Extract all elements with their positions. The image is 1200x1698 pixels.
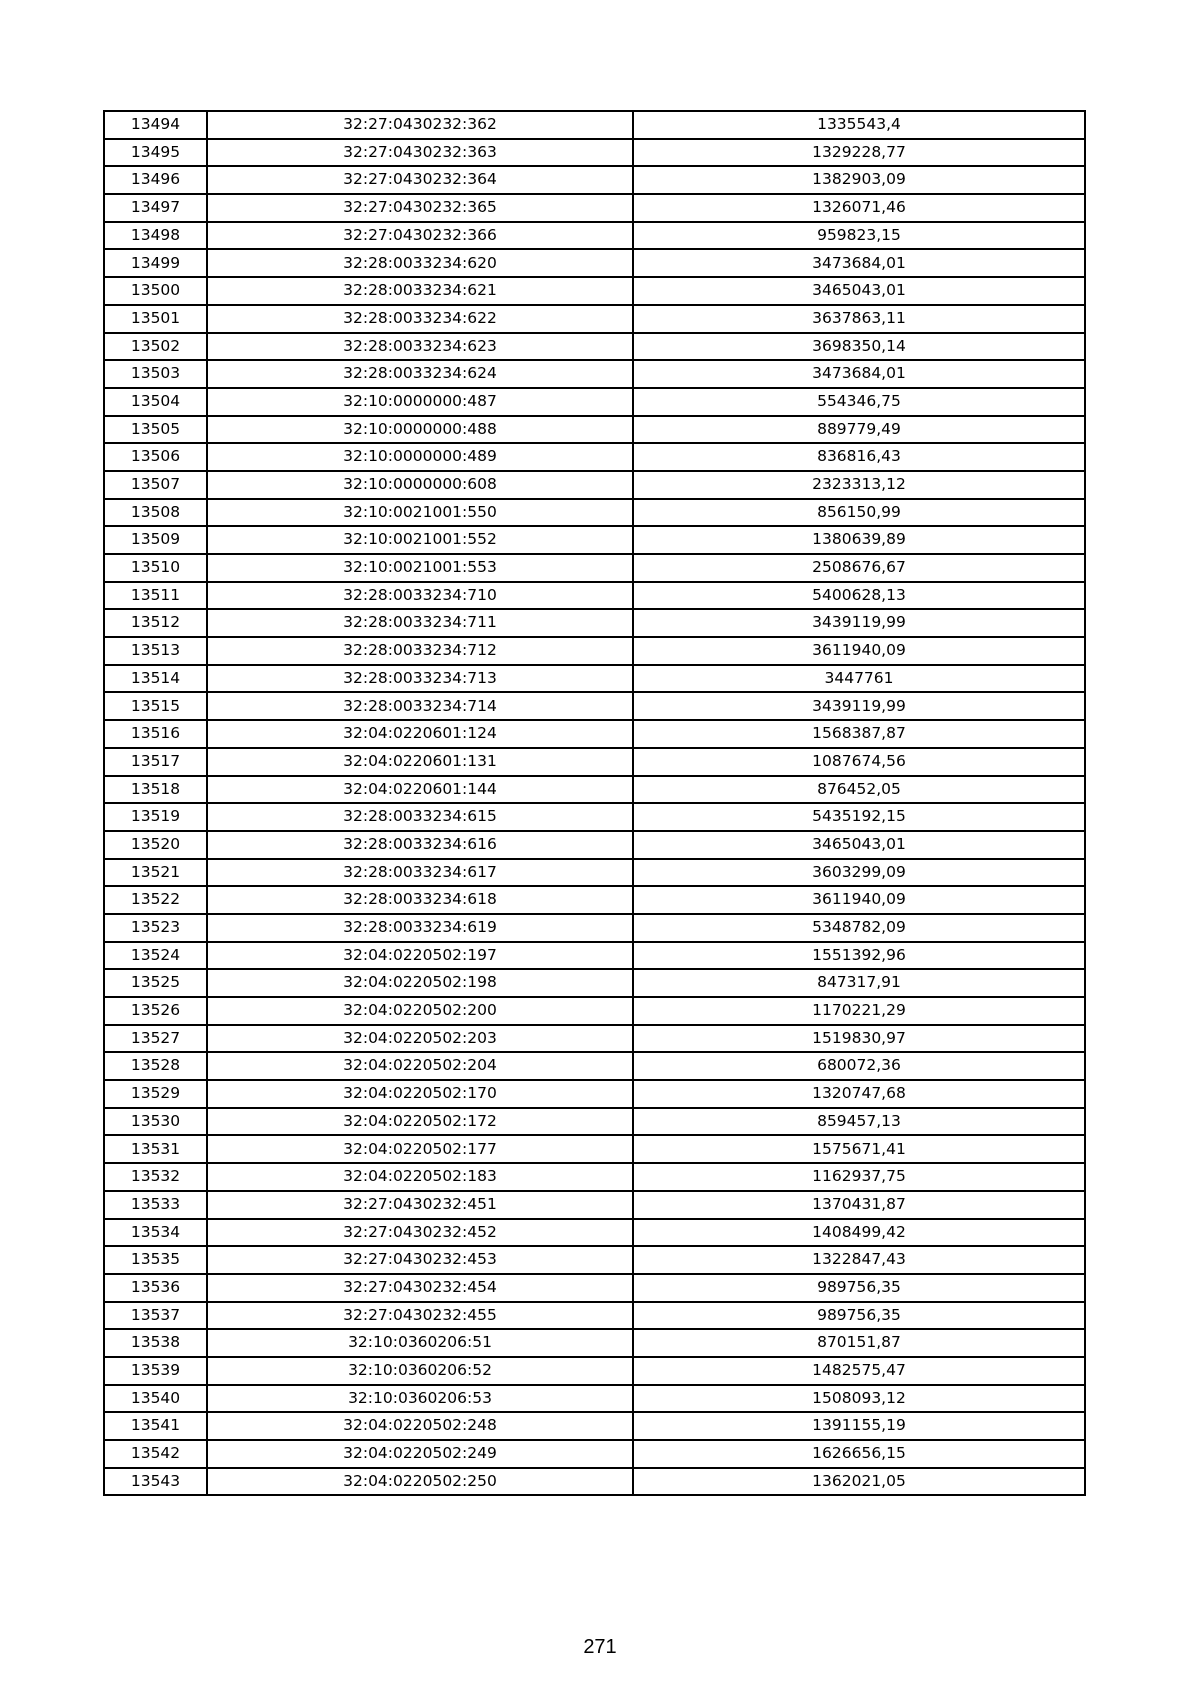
cadastral-number-cell: 32:28:0033234:712 bbox=[207, 637, 633, 665]
cadastral-number-cell: 32:28:0033234:620 bbox=[207, 249, 633, 277]
table-row bbox=[104, 997, 1085, 1025]
cadastral-number-cell: 32:04:0220502:172 bbox=[207, 1108, 633, 1136]
value-cell: 847317,91 bbox=[633, 969, 1085, 997]
table-row bbox=[104, 859, 1085, 887]
value-cell: 1482575,47 bbox=[633, 1357, 1085, 1385]
row-number-cell: 13524 bbox=[104, 942, 207, 970]
value-cell: 3698350,14 bbox=[633, 333, 1085, 361]
table-row bbox=[104, 1163, 1085, 1191]
table-row bbox=[104, 1025, 1085, 1053]
value-cell: 1568387,87 bbox=[633, 720, 1085, 748]
value-cell: 1382903,09 bbox=[633, 166, 1085, 194]
cadastral-number-cell: 32:27:0430232:454 bbox=[207, 1274, 633, 1302]
cadastral-number-cell: 32:10:0000000:488 bbox=[207, 416, 633, 444]
cadastral-number-cell: 32:10:0360206:53 bbox=[207, 1385, 633, 1413]
row-number-cell: 13530 bbox=[104, 1108, 207, 1136]
value-cell: 836816,43 bbox=[633, 443, 1085, 471]
cadastral-number-cell: 32:27:0430232:365 bbox=[207, 194, 633, 222]
row-number-cell: 13501 bbox=[104, 305, 207, 333]
row-number-cell: 13522 bbox=[104, 886, 207, 914]
cadastral-number-cell: 32:28:0033234:710 bbox=[207, 582, 633, 610]
value-cell: 1380639,89 bbox=[633, 526, 1085, 554]
value-cell: 1320747,68 bbox=[633, 1080, 1085, 1108]
row-number-cell: 13507 bbox=[104, 471, 207, 499]
table-row bbox=[104, 111, 1085, 139]
value-cell: 3611940,09 bbox=[633, 886, 1085, 914]
row-number-cell: 13525 bbox=[104, 969, 207, 997]
cadastral-number-cell: 32:28:0033234:622 bbox=[207, 305, 633, 333]
row-number-cell: 13497 bbox=[104, 194, 207, 222]
table-row bbox=[104, 1080, 1085, 1108]
cadastral-number-cell: 32:28:0033234:615 bbox=[207, 803, 633, 831]
cadastral-number-cell: 32:04:0220502:200 bbox=[207, 997, 633, 1025]
cadastral-number-cell: 32:27:0430232:451 bbox=[207, 1191, 633, 1219]
value-cell: 5400628,13 bbox=[633, 582, 1085, 610]
table-row bbox=[104, 1191, 1085, 1219]
value-cell: 2508676,67 bbox=[633, 554, 1085, 582]
table-row bbox=[104, 416, 1085, 444]
cadastral-number-cell: 32:10:0021001:550 bbox=[207, 499, 633, 527]
value-cell: 1370431,87 bbox=[633, 1191, 1085, 1219]
table-row bbox=[104, 305, 1085, 333]
row-number-cell: 13499 bbox=[104, 249, 207, 277]
value-cell: 1362021,05 bbox=[633, 1468, 1085, 1496]
table-row bbox=[104, 942, 1085, 970]
value-cell: 856150,99 bbox=[633, 499, 1085, 527]
cadastral-number-cell: 32:10:0000000:489 bbox=[207, 443, 633, 471]
row-number-cell: 13517 bbox=[104, 748, 207, 776]
row-number-cell: 13503 bbox=[104, 360, 207, 388]
registry-table bbox=[103, 110, 1086, 1496]
row-number-cell: 13542 bbox=[104, 1440, 207, 1468]
table-row bbox=[104, 277, 1085, 305]
table-row bbox=[104, 914, 1085, 942]
row-number-cell: 13505 bbox=[104, 416, 207, 444]
value-cell: 1551392,96 bbox=[633, 942, 1085, 970]
table-row bbox=[104, 1329, 1085, 1357]
cadastral-number-cell: 32:27:0430232:366 bbox=[207, 222, 633, 250]
table-row bbox=[104, 886, 1085, 914]
row-number-cell: 13526 bbox=[104, 997, 207, 1025]
row-number-cell: 13533 bbox=[104, 1191, 207, 1219]
cadastral-number-cell: 32:04:0220502:250 bbox=[207, 1468, 633, 1496]
value-cell: 989756,35 bbox=[633, 1302, 1085, 1330]
cadastral-number-cell: 32:04:0220502:204 bbox=[207, 1052, 633, 1080]
cadastral-number-cell: 32:10:0021001:553 bbox=[207, 554, 633, 582]
value-cell: 3473684,01 bbox=[633, 249, 1085, 277]
value-cell: 3439119,99 bbox=[633, 692, 1085, 720]
table-row bbox=[104, 526, 1085, 554]
table-row bbox=[104, 1135, 1085, 1163]
table-row bbox=[104, 1357, 1085, 1385]
table-row bbox=[104, 249, 1085, 277]
cadastral-number-cell: 32:10:0000000:487 bbox=[207, 388, 633, 416]
row-number-cell: 13515 bbox=[104, 692, 207, 720]
row-number-cell: 13494 bbox=[104, 111, 207, 139]
value-cell: 1391155,19 bbox=[633, 1412, 1085, 1440]
table-row bbox=[104, 720, 1085, 748]
row-number-cell: 13543 bbox=[104, 1468, 207, 1496]
row-number-cell: 13518 bbox=[104, 776, 207, 804]
row-number-cell: 13540 bbox=[104, 1385, 207, 1413]
table-row bbox=[104, 803, 1085, 831]
value-cell: 1519830,97 bbox=[633, 1025, 1085, 1053]
table-row bbox=[104, 471, 1085, 499]
table-row bbox=[104, 748, 1085, 776]
value-cell: 3637863,11 bbox=[633, 305, 1085, 333]
row-number-cell: 13538 bbox=[104, 1329, 207, 1357]
table-row bbox=[104, 1302, 1085, 1330]
table-row bbox=[104, 166, 1085, 194]
table-row bbox=[104, 1219, 1085, 1247]
row-number-cell: 13519 bbox=[104, 803, 207, 831]
value-cell: 2323313,12 bbox=[633, 471, 1085, 499]
cadastral-number-cell: 32:28:0033234:624 bbox=[207, 360, 633, 388]
table-row bbox=[104, 499, 1085, 527]
value-cell: 1326071,46 bbox=[633, 194, 1085, 222]
page-number: 271 bbox=[583, 1636, 617, 1658]
table-row bbox=[104, 831, 1085, 859]
cadastral-number-cell: 32:27:0430232:452 bbox=[207, 1219, 633, 1247]
row-number-cell: 13516 bbox=[104, 720, 207, 748]
cadastral-number-cell: 32:04:0220502:198 bbox=[207, 969, 633, 997]
table-row bbox=[104, 609, 1085, 637]
cadastral-number-cell: 32:04:0220502:197 bbox=[207, 942, 633, 970]
value-cell: 1626656,15 bbox=[633, 1440, 1085, 1468]
value-cell: 1322847,43 bbox=[633, 1246, 1085, 1274]
value-cell: 680072,36 bbox=[633, 1052, 1085, 1080]
cadastral-number-cell: 32:04:0220502:170 bbox=[207, 1080, 633, 1108]
value-cell: 889779,49 bbox=[633, 416, 1085, 444]
row-number-cell: 13534 bbox=[104, 1219, 207, 1247]
cadastral-number-cell: 32:27:0430232:453 bbox=[207, 1246, 633, 1274]
row-number-cell: 13539 bbox=[104, 1357, 207, 1385]
cadastral-number-cell: 32:04:0220601:131 bbox=[207, 748, 633, 776]
table-row bbox=[104, 443, 1085, 471]
row-number-cell: 13528 bbox=[104, 1052, 207, 1080]
table-row bbox=[104, 637, 1085, 665]
value-cell: 1162937,75 bbox=[633, 1163, 1085, 1191]
table-row bbox=[104, 665, 1085, 693]
cadastral-number-cell: 32:27:0430232:455 bbox=[207, 1302, 633, 1330]
table-row bbox=[104, 222, 1085, 250]
value-cell: 1329228,77 bbox=[633, 139, 1085, 167]
value-cell: 554346,75 bbox=[633, 388, 1085, 416]
table-row bbox=[104, 1412, 1085, 1440]
value-cell: 3465043,01 bbox=[633, 277, 1085, 305]
value-cell: 3439119,99 bbox=[633, 609, 1085, 637]
table-row bbox=[104, 1108, 1085, 1136]
value-cell: 5435192,15 bbox=[633, 803, 1085, 831]
table-row bbox=[104, 1440, 1085, 1468]
row-number-cell: 13523 bbox=[104, 914, 207, 942]
row-number-cell: 13500 bbox=[104, 277, 207, 305]
value-cell: 3473684,01 bbox=[633, 360, 1085, 388]
table-row bbox=[104, 776, 1085, 804]
row-number-cell: 13537 bbox=[104, 1302, 207, 1330]
row-number-cell: 13521 bbox=[104, 859, 207, 887]
table-row bbox=[104, 582, 1085, 610]
value-cell: 3603299,09 bbox=[633, 859, 1085, 887]
cadastral-number-cell: 32:28:0033234:711 bbox=[207, 609, 633, 637]
cadastral-number-cell: 32:28:0033234:713 bbox=[207, 665, 633, 693]
row-number-cell: 13508 bbox=[104, 499, 207, 527]
row-number-cell: 13513 bbox=[104, 637, 207, 665]
row-number-cell: 13496 bbox=[104, 166, 207, 194]
cadastral-number-cell: 32:04:0220601:124 bbox=[207, 720, 633, 748]
cadastral-number-cell: 32:10:0000000:608 bbox=[207, 471, 633, 499]
table-row bbox=[104, 388, 1085, 416]
row-number-cell: 13498 bbox=[104, 222, 207, 250]
row-number-cell: 13536 bbox=[104, 1274, 207, 1302]
value-cell: 1170221,29 bbox=[633, 997, 1085, 1025]
cadastral-number-cell: 32:04:0220502:203 bbox=[207, 1025, 633, 1053]
value-cell: 3611940,09 bbox=[633, 637, 1085, 665]
cadastral-number-cell: 32:28:0033234:621 bbox=[207, 277, 633, 305]
table-row bbox=[104, 194, 1085, 222]
value-cell: 1575671,41 bbox=[633, 1135, 1085, 1163]
value-cell: 3465043,01 bbox=[633, 831, 1085, 859]
cadastral-number-cell: 32:04:0220502:183 bbox=[207, 1163, 633, 1191]
cadastral-number-cell: 32:27:0430232:364 bbox=[207, 166, 633, 194]
row-number-cell: 13520 bbox=[104, 831, 207, 859]
table-row bbox=[104, 1468, 1085, 1496]
value-cell: 876452,05 bbox=[633, 776, 1085, 804]
cadastral-number-cell: 32:04:0220601:144 bbox=[207, 776, 633, 804]
table-row bbox=[104, 554, 1085, 582]
table-row bbox=[104, 969, 1085, 997]
cadastral-number-cell: 32:10:0021001:552 bbox=[207, 526, 633, 554]
cadastral-number-cell: 32:28:0033234:616 bbox=[207, 831, 633, 859]
row-number-cell: 13529 bbox=[104, 1080, 207, 1108]
table-row bbox=[104, 139, 1085, 167]
row-number-cell: 13510 bbox=[104, 554, 207, 582]
row-number-cell: 13541 bbox=[104, 1412, 207, 1440]
value-cell: 1408499,42 bbox=[633, 1219, 1085, 1247]
cadastral-number-cell: 32:28:0033234:623 bbox=[207, 333, 633, 361]
value-cell: 859457,13 bbox=[633, 1108, 1085, 1136]
row-number-cell: 13527 bbox=[104, 1025, 207, 1053]
cadastral-number-cell: 32:28:0033234:714 bbox=[207, 692, 633, 720]
row-number-cell: 13535 bbox=[104, 1246, 207, 1274]
value-cell: 1335543,4 bbox=[633, 111, 1085, 139]
cadastral-number-cell: 32:27:0430232:363 bbox=[207, 139, 633, 167]
table-row bbox=[104, 333, 1085, 361]
cadastral-number-cell: 32:04:0220502:177 bbox=[207, 1135, 633, 1163]
row-number-cell: 13514 bbox=[104, 665, 207, 693]
cadastral-number-cell: 32:28:0033234:618 bbox=[207, 886, 633, 914]
row-number-cell: 13509 bbox=[104, 526, 207, 554]
registry-table-body bbox=[104, 111, 1085, 1495]
table-row bbox=[104, 1052, 1085, 1080]
cadastral-number-cell: 32:10:0360206:52 bbox=[207, 1357, 633, 1385]
row-number-cell: 13495 bbox=[104, 139, 207, 167]
value-cell: 3447761 bbox=[633, 665, 1085, 693]
cadastral-number-cell: 32:27:0430232:362 bbox=[207, 111, 633, 139]
row-number-cell: 13506 bbox=[104, 443, 207, 471]
value-cell: 959823,15 bbox=[633, 222, 1085, 250]
cadastral-number-cell: 32:10:0360206:51 bbox=[207, 1329, 633, 1357]
row-number-cell: 13532 bbox=[104, 1163, 207, 1191]
table-row bbox=[104, 692, 1085, 720]
value-cell: 1087674,56 bbox=[633, 748, 1085, 776]
cadastral-number-cell: 32:28:0033234:619 bbox=[207, 914, 633, 942]
value-cell: 989756,35 bbox=[633, 1274, 1085, 1302]
value-cell: 1508093,12 bbox=[633, 1385, 1085, 1413]
row-number-cell: 13512 bbox=[104, 609, 207, 637]
row-number-cell: 13502 bbox=[104, 333, 207, 361]
table-row bbox=[104, 1246, 1085, 1274]
row-number-cell: 13504 bbox=[104, 388, 207, 416]
value-cell: 5348782,09 bbox=[633, 914, 1085, 942]
value-cell: 870151,87 bbox=[633, 1329, 1085, 1357]
table-row bbox=[104, 1385, 1085, 1413]
row-number-cell: 13531 bbox=[104, 1135, 207, 1163]
table-row bbox=[104, 1274, 1085, 1302]
cadastral-number-cell: 32:28:0033234:617 bbox=[207, 859, 633, 887]
cadastral-number-cell: 32:04:0220502:248 bbox=[207, 1412, 633, 1440]
table-row bbox=[104, 360, 1085, 388]
cadastral-number-cell: 32:04:0220502:249 bbox=[207, 1440, 633, 1468]
row-number-cell: 13511 bbox=[104, 582, 207, 610]
